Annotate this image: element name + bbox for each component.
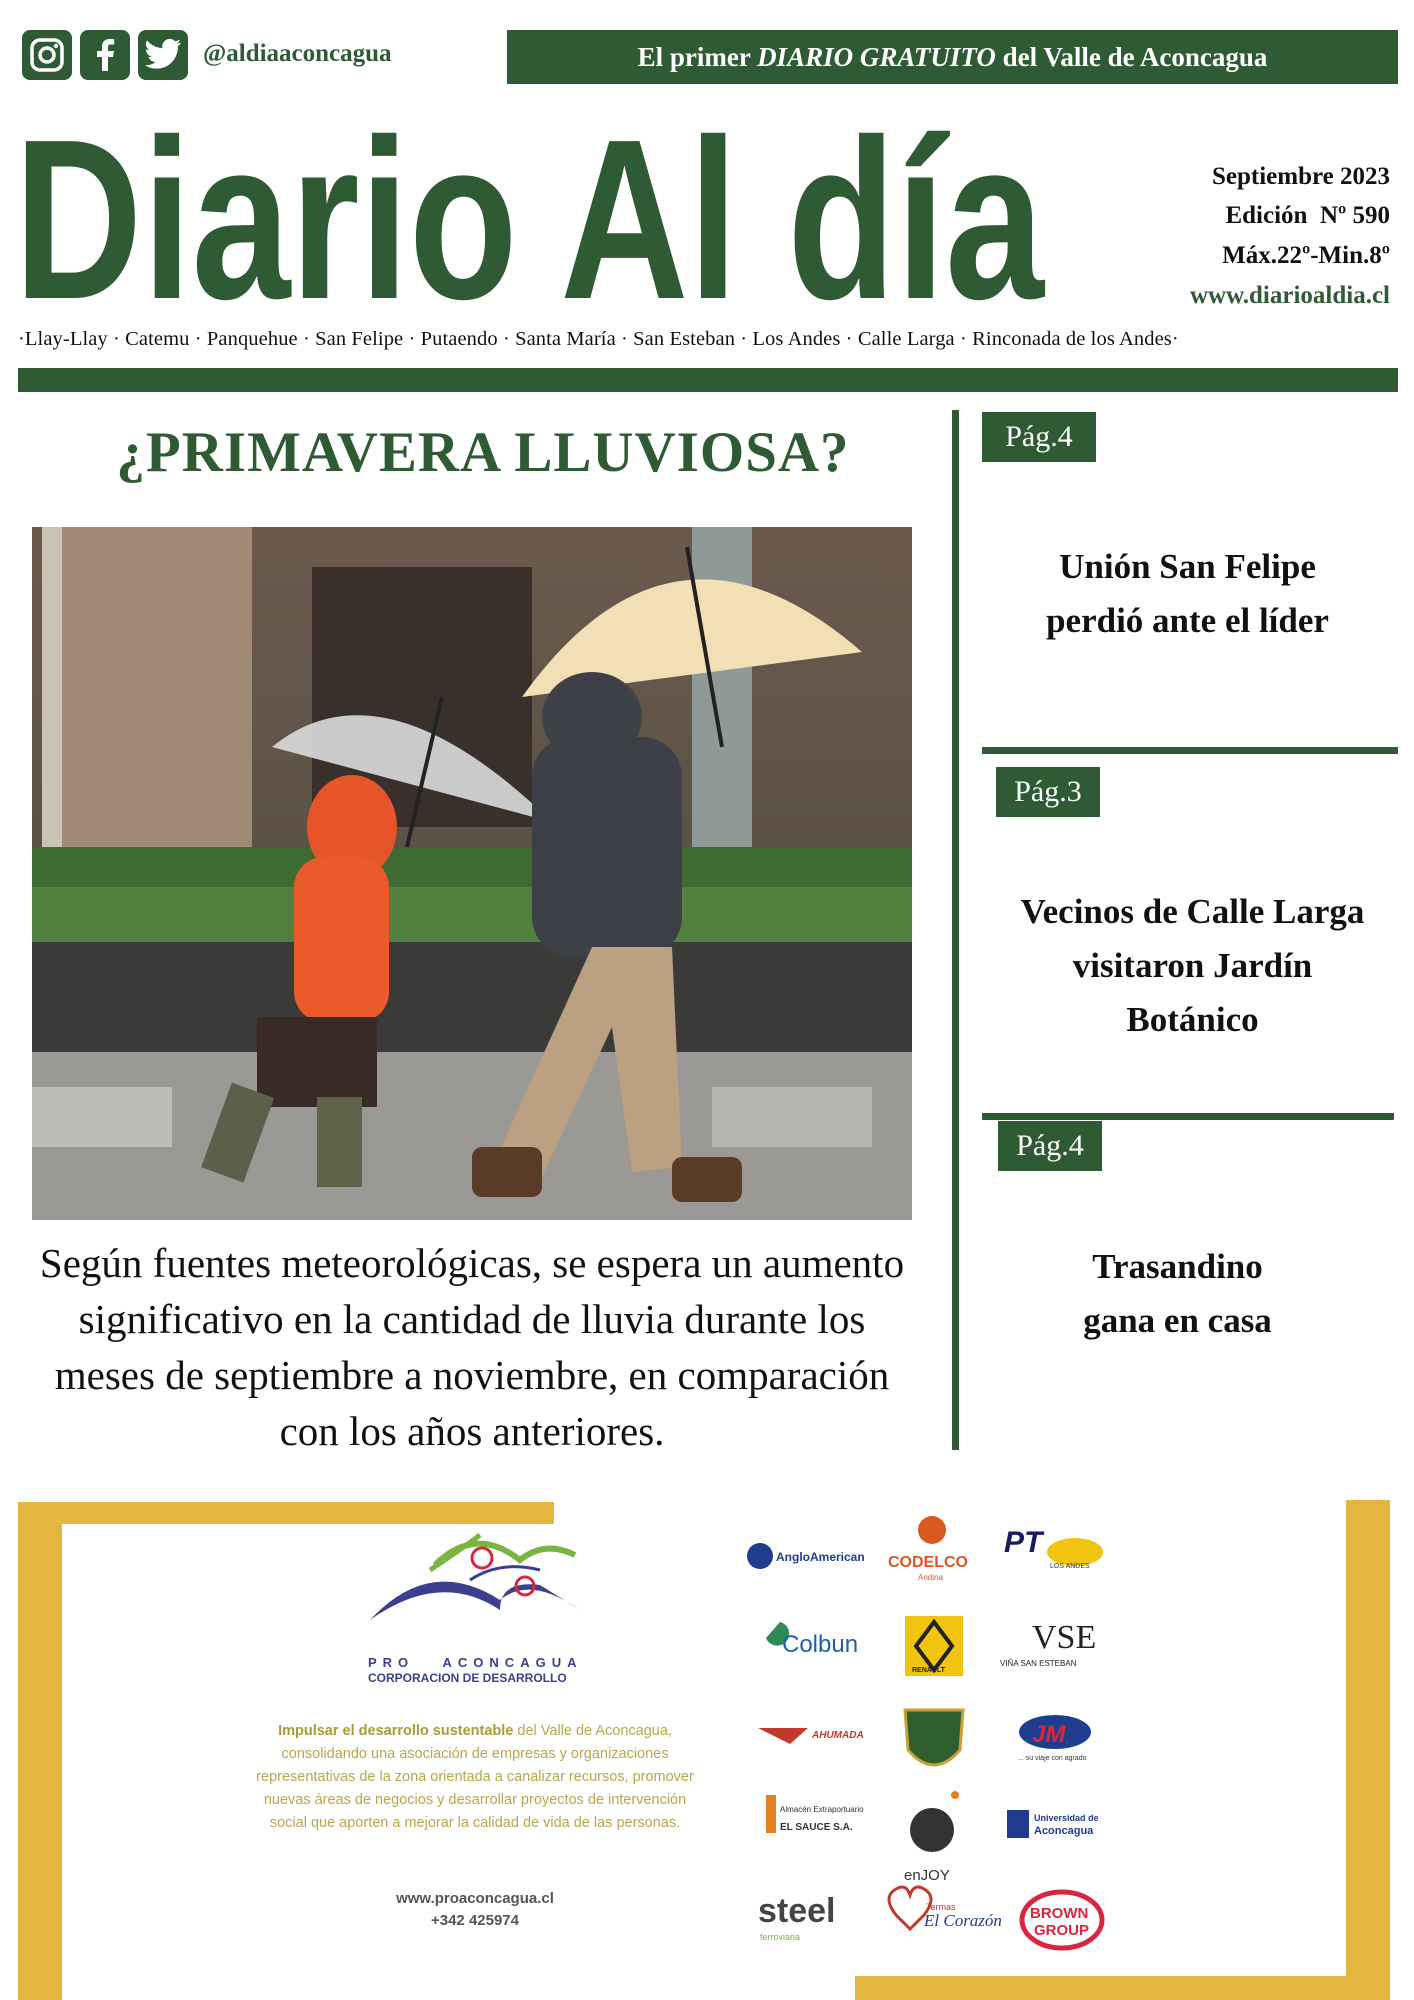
termas-el-corazon-logo xyxy=(889,1887,1002,1930)
svg-text:Aconcagua: Aconcagua xyxy=(1034,1825,1094,1837)
ad-contact xyxy=(340,1888,610,1932)
ad-description-rest: del Valle de Aconcagua, consolidando una asociación de empresas y organizaciones representativas de la zona orientada a canalizar recursos, promover nuevas áreas de negocios y desarrollar proyectos de intervención social que aporten a mejorar la calidad de vida de las personas. xyxy=(256,1723,694,1831)
side-story-1-line-1: Unión San Felipe xyxy=(1059,547,1316,586)
crest-logo xyxy=(905,1710,963,1765)
ad-description-bold: Impulsar el desarrollo sustentable xyxy=(278,1723,514,1739)
codelco-logo xyxy=(888,1516,968,1582)
svg-text:Almacén Extraportuario: Almacén Extraportuario xyxy=(780,1805,864,1814)
svg-text:JM: JM xyxy=(1032,1721,1066,1748)
side-story-3[interactable] xyxy=(985,1240,1370,1348)
colbun-logo xyxy=(766,1622,858,1658)
issue-date: Septiembre 2023 xyxy=(1212,163,1390,190)
page-tag-1[interactable]: Pág.4 xyxy=(982,412,1096,462)
svg-text:VIÑA SAN ESTEBAN: VIÑA SAN ESTEBAN xyxy=(1000,1659,1077,1668)
pt-logo xyxy=(1004,1526,1103,1570)
svg-text:GROUP: GROUP xyxy=(1034,1922,1090,1939)
svg-text:Colbun: Colbun xyxy=(782,1631,859,1658)
main-lede: Según fuentes meteorológicas, se espera un aumento significativo en la cantidad de lluvia durante los meses de septiembre a noviembre, en comparación con los años anteriores. xyxy=(39,1240,905,1454)
masthead-logo xyxy=(14,100,1054,330)
side-story-2-line-2: visitaron Jardín xyxy=(1072,946,1313,985)
svg-text:El Corazón: El Corazón xyxy=(924,1911,1002,1930)
el-sauce-logo xyxy=(766,1795,864,1833)
enjoy-logo xyxy=(904,1791,959,1884)
social-icons xyxy=(22,30,188,80)
facebook-icon[interactable] xyxy=(80,30,130,80)
brown-group-logo xyxy=(1022,1892,1102,1948)
side-story-2-line-1: Vecinos de Calle Larga xyxy=(1020,892,1365,931)
side-story-2[interactable] xyxy=(985,885,1400,1047)
temperature: Máx.22º-Min.8º xyxy=(1222,242,1390,269)
side-story-3-line-1: Trasandino xyxy=(1092,1247,1263,1286)
jm-logo xyxy=(1018,1715,1091,1762)
tagline-post: del Valle de Aconcagua xyxy=(995,41,1268,72)
svg-text:AHUMADA: AHUMADA xyxy=(812,1730,864,1741)
svg-text:PT: PT xyxy=(1004,1526,1043,1559)
side-divider-2 xyxy=(982,1113,1394,1120)
svg-text:EL SAUCE S.A.: EL SAUCE S.A. xyxy=(780,1822,853,1833)
tagline-emphasis: DIARIO GRATUITO xyxy=(757,41,996,72)
twitter-icon[interactable] xyxy=(138,30,188,80)
towns-list: ·Llay-Llay · Catemu · Panquehue · San Felipe · Putaendo · Santa María · San Esteban · Los Andes · Calle Larga · Rinconada de los Andes· xyxy=(18,328,1179,350)
svg-text:BROWN: BROWN xyxy=(1030,1905,1089,1922)
side-story-3-line-2: gana en casa xyxy=(1083,1301,1272,1340)
sponsor-ad xyxy=(0,1460,1414,2000)
social-handle[interactable]: @aldiaaconcagua xyxy=(203,40,392,67)
ahumada-logo xyxy=(758,1728,864,1744)
svg-text:Universidad de: Universidad de xyxy=(1034,1813,1099,1823)
side-story-1-line-2: perdió ante el líder xyxy=(1046,601,1329,640)
header-divider xyxy=(18,368,1398,392)
svg-text:RENAULT: RENAULT xyxy=(912,1667,945,1674)
page-tag-3[interactable]: Pág.4 xyxy=(998,1121,1102,1171)
pro-aconcagua-sub: CORPORACION DE DESARROLLO xyxy=(368,1671,567,1685)
pro-aconcagua-logo xyxy=(370,1535,580,1620)
universidad-aconcagua-logo xyxy=(1007,1810,1099,1838)
svg-text:AngloAmerican: AngloAmerican xyxy=(776,1550,865,1564)
svg-text:ferroviaria: ferroviaria xyxy=(760,1932,801,1942)
svg-text:CODELCO: CODELCO xyxy=(888,1554,968,1571)
tagline-pre: El primer xyxy=(637,41,758,72)
ad-website[interactable]: www.proaconcagua.cl xyxy=(396,1890,554,1907)
column-divider xyxy=(952,410,959,1450)
ad-phone: +342 425974 xyxy=(430,1912,519,1929)
pro-aconcagua-name: PRO ACONCAGUA xyxy=(368,1655,583,1670)
svg-text:VSE: VSE xyxy=(1032,1619,1097,1656)
steel-logo xyxy=(758,1892,836,1942)
anglo-american-logo xyxy=(747,1543,865,1569)
side-story-2-line-3: Botánico xyxy=(1126,1000,1259,1039)
instagram-icon[interactable] xyxy=(22,30,72,80)
website-link[interactable]: www.diarioaldia.cl xyxy=(1189,282,1390,309)
side-story-1[interactable] xyxy=(985,540,1390,648)
svg-text:enJOY: enJOY xyxy=(904,1867,950,1884)
svg-text:Andina: Andina xyxy=(918,1573,943,1582)
svg-text:Termas: Termas xyxy=(926,1902,956,1912)
page-tag-2[interactable]: Pág.3 xyxy=(996,767,1100,817)
edition-number: Edición Nº 590 xyxy=(1225,202,1390,229)
svg-text:steel: steel xyxy=(758,1892,836,1930)
side-divider-1 xyxy=(982,747,1398,754)
rain-photo xyxy=(32,527,912,1220)
masthead-title: Diario Al día xyxy=(14,100,1046,330)
tagline-banner xyxy=(507,30,1398,84)
renault-logo xyxy=(905,1616,963,1676)
main-headline[interactable]: ¿PRIMAVERA LLUVIOSA? xyxy=(116,421,850,484)
svg-text:... su viaje con agrado: ... su viaje con agrado xyxy=(1018,1755,1087,1762)
vina-san-esteban-logo xyxy=(1000,1619,1096,1668)
ad-description xyxy=(255,1720,695,1835)
svg-text:LOS ANDES: LOS ANDES xyxy=(1050,1563,1090,1570)
